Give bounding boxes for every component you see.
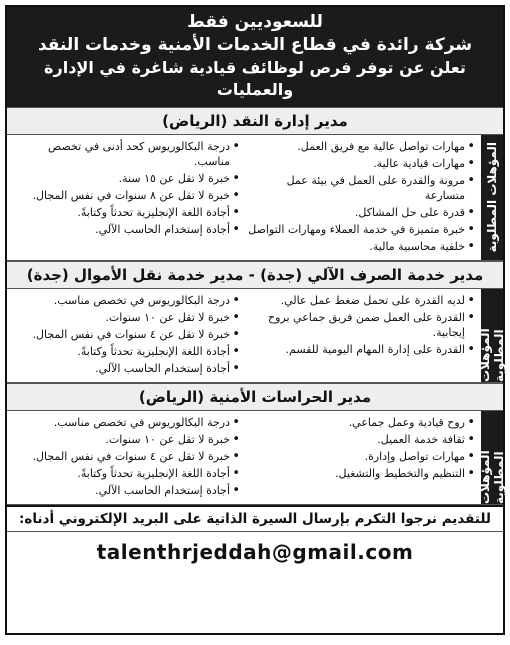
job-advertisement xyxy=(5,5,505,635)
section-title-atm-cash-transport: مدير خدمة الصرف الآلي (جدة) - مدير خدمة نقل الأموال (جدة) xyxy=(7,261,503,289)
list-item: • درجة البكالوريوس كحد أدنى في تخصص مناسب. xyxy=(13,139,240,169)
header-company: شركة رائدة في قطاع الخدمات الأمنية وخدمات النقد xyxy=(37,35,473,55)
contact-email[interactable]: talenthrjeddah@gmail.com xyxy=(7,531,503,570)
section-security-guards xyxy=(7,411,506,505)
skills-column xyxy=(248,293,475,378)
section-title-security-guards: مدير الحراسات الأمنية (الرياض) xyxy=(7,383,503,411)
list-item: • خبرة لا تقل عن ١٠ سنوات. xyxy=(13,432,240,447)
qualifications-label: المؤهلات المطلوبة xyxy=(481,411,503,504)
qualifications-label: المؤهلات المطلوبة xyxy=(481,135,503,260)
list-item: • خبرة لا تقل عن ١٠ سنوات. xyxy=(13,310,240,325)
section-atm-cash-transport xyxy=(7,289,506,383)
list-item: • أجادة إستخدام الحاسب الآلي. xyxy=(13,361,240,376)
list-item: • القدرة على العمل ضمن فريق جماعي بروح إيجابية. xyxy=(248,310,475,340)
list-item: • أجادة إستخدام الحاسب الآلي. xyxy=(13,222,240,237)
ad-header xyxy=(7,7,503,107)
list-item: • خبرة لا تقل عن ١٥ سنة. xyxy=(13,171,240,186)
list-item: • مهارات تواصل عالية مع فريق العمل. xyxy=(248,139,475,154)
list-item: • مهارات تواصل وإدارة. xyxy=(248,449,475,464)
qualifications-column xyxy=(13,293,240,378)
header-announcement: تعلن عن توفر فرص لوظائف قيادية شاغرة في الإدارة والعمليات xyxy=(44,58,466,99)
list-item: • أجادة اللغة الإنجليزية تحدثاً وكتابةً. xyxy=(13,205,240,220)
skills-column xyxy=(248,139,475,256)
header-audience: للسعوديين فقط xyxy=(187,12,323,32)
list-item: • خبرة لا تقل عن ٨ سنوات في نفس المجال. xyxy=(13,188,240,203)
qualifications-column xyxy=(13,415,240,500)
apply-instructions: للتقديم نرجوا التكرم بإرسال السيرة الذاتية على البريد الإلكتروني أدناه: xyxy=(7,505,503,531)
list-item: • خلفية محاسبية مالية. xyxy=(248,239,475,254)
list-item: • أجادة اللغة الإنجليزية تحدثاً وكتابةً. xyxy=(13,466,240,481)
qualifications-column xyxy=(13,139,240,256)
section-title-cash-management: مدير إدارة النقد (الرياض) xyxy=(7,107,503,135)
list-item: • خبرة لا تقل عن ٤ سنوات في نفس المجال. xyxy=(13,327,240,342)
section-cash-management xyxy=(7,135,503,261)
list-item: • خبرة لا تقل عن ٤ سنوات في نفس المجال. xyxy=(13,449,240,464)
list-item: • درجة البكالوريوس في تخصص مناسب. xyxy=(13,415,240,430)
list-item: • التنظيم والتخطيط والتشغيل. xyxy=(248,466,475,481)
list-item: • أجادة إستخدام الحاسب الآلي. xyxy=(13,483,240,498)
list-item: • روح قيادية وعمل جماعي. xyxy=(248,415,475,430)
list-item: • القدرة على إدارة المهام اليومية للقسم. xyxy=(248,342,475,357)
list-item: • خبرة متميزة في خدمة العملاء ومهارات التواصل xyxy=(248,222,475,237)
list-item: • قدرة على حل المشاكل. xyxy=(248,205,475,220)
list-item: • مرونة والقدرة على العمل في بيئة عمل متسارعة xyxy=(248,173,475,203)
qualifications-label: المؤهلات المطلوبة xyxy=(481,289,503,382)
list-item: • درجة البكالوريوس في تخصص مناسب. xyxy=(13,293,240,308)
list-item: • لديه القدرة على تحمل ضغط عمل عالي. xyxy=(248,293,475,308)
list-item: • أجادة اللغة الإنجليزية تحدثاً وكتابةً. xyxy=(13,344,240,359)
list-item: • ثقافة خدمة العميل. xyxy=(248,432,475,447)
list-item: • مهارات قيادية عالية. xyxy=(248,156,475,171)
skills-column xyxy=(248,415,475,500)
